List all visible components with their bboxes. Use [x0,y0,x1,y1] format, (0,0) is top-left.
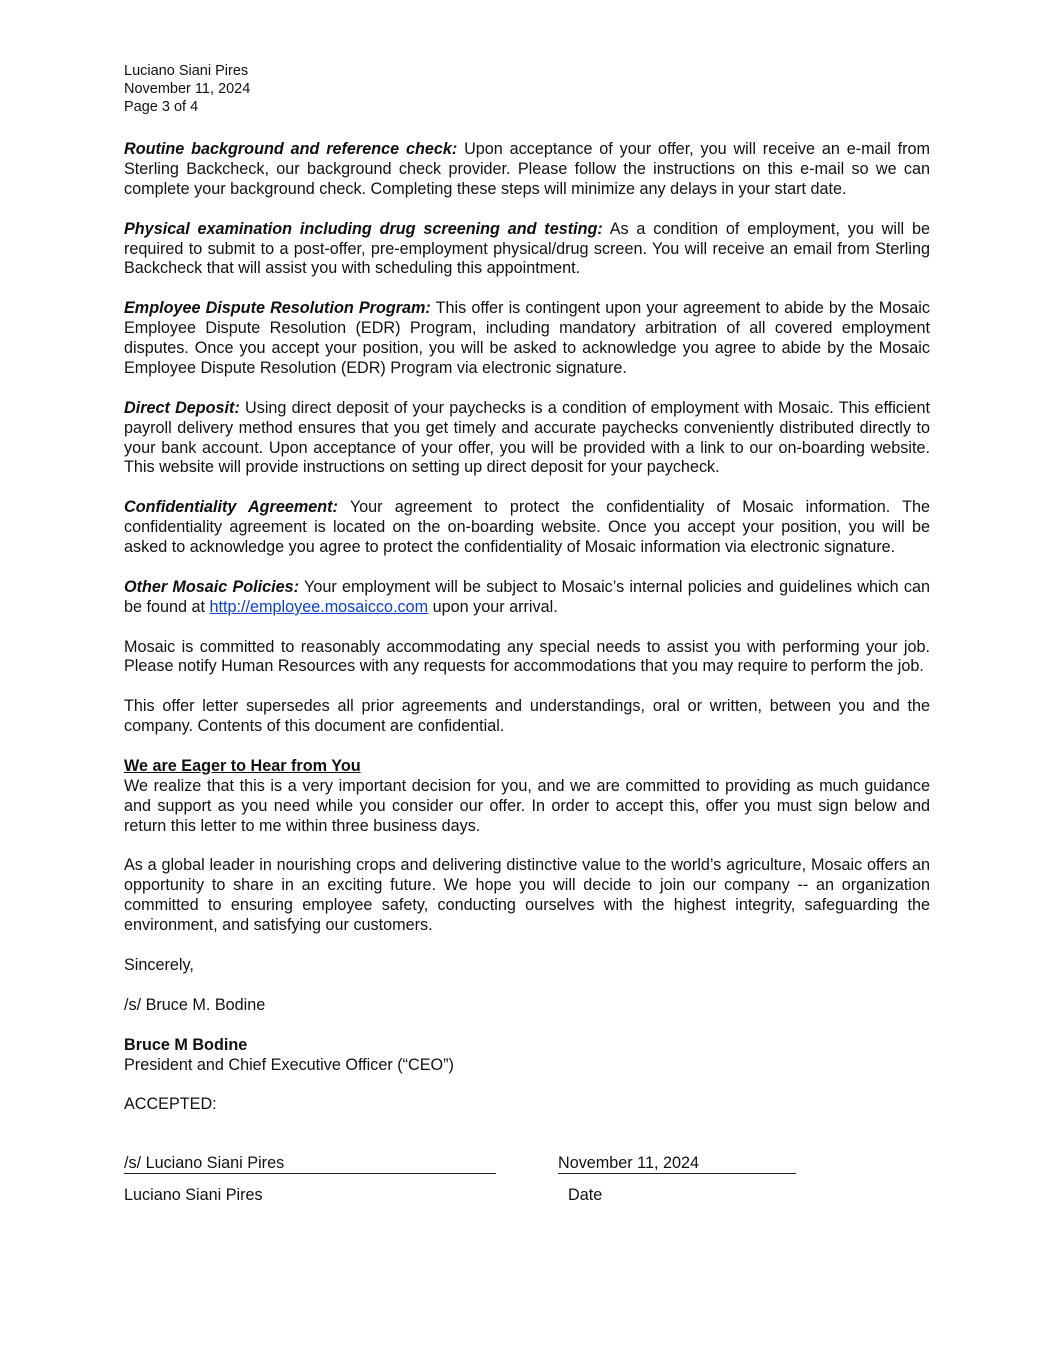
acceptance-date-line: November 11, 2024 [558,1153,796,1174]
acceptance-labels-row [124,1185,930,1207]
acceptance-signature-row [124,1153,930,1175]
acceptance-date-label: Date [568,1186,603,1205]
section-text: Your agreement to protect the confidentiality of Mosaic information. The confidentiality agreement is located on the on-boarding website. Once you accept your position, you will be asked to acknowledge you agree to protect the confidentiality of Mosaic information via electronic signature. [124,498,930,557]
section-lead: Employee Dispute Resolution Program: [124,299,431,318]
section-policies [124,578,930,618]
section-physical-exam [124,220,930,280]
signature: /s/ Bruce M. Bodine [124,995,266,1014]
acceptance-signature-line: /s/ Luciano Siani Pires [124,1153,496,1174]
signer-block [124,1036,930,1076]
accommodation-paragraph: Mosaic is committed to reasonably accommodating any special needs to assist you with performing your job. Please notify Human Resources with any requests for accommodations that you may require to perform the job. [124,637,930,676]
section-lead: Confidentiality Agreement: [124,498,338,517]
section-lead: Other Mosaic Policies: [124,577,300,596]
section-lead: Physical examination including drug screening and testing: [124,219,603,238]
section-lead: Routine background and reference check: [124,140,458,158]
section-text: This offer is contingent upon your agreement to abide by the Mosaic Employee Dispute Resolution (EDR) Program, including mandatory arbitration of all covered employment disputes. Once you accept your position, you will be asked to acknowledge you agree to abide by the Mosaic Employee Dispute Resolution (EDR) Program via electronic signature. [124,299,930,377]
section-background-check [124,140,930,200]
employee-site-link[interactable]: http://employee.mosaicco.com [209,597,429,616]
signer-name: Bruce M Bodine [124,1035,248,1054]
header-page-number: Page 3 of 4 [124,99,199,115]
supersedes-paragraph: This offer letter supersedes all prior agreements and understandings, oral or written, between you and the company. Contents of this document are confidential. [124,697,930,736]
section-text: As a condition of employment, you will be required to submit to a post-offer, pre-employment physical/drug screen. You will receive an email from Sterling Backcheck that will assist you with scheduling this appointment. [124,219,930,278]
page-header [124,62,930,116]
acceptance-name-label: Luciano Siani Pires [124,1186,263,1205]
letter-page [124,62,930,1207]
section-direct-deposit [124,399,930,479]
section-text: Your employment will be subject to Mosaic’s internal policies and guidelines which can be found at [124,577,930,616]
eager-paragraph: We realize that this is a very important decision for you, and we are committed to providing as much guidance and support as you need while you consider our offer. In order to accept this, offer you must sign below and return this letter to me within three business days. [124,776,930,835]
section-text: Upon acceptance of your offer, you will receive an e-mail from Sterling Backcheck, our background check provider. Please follow the instructions on this e-mail so we can complete your background check. Completing these steps will minimize any delays in your start date. [124,140,930,198]
eager-heading: We are Eager to Hear from You [124,756,361,775]
closing: Sincerely, [124,956,194,974]
header-date: November 11, 2024 [124,81,251,97]
leader-paragraph: As a global leader in nourishing crops and delivering distinctive value to the world’s agriculture, Mosaic offers an opportunity to share in an exciting future. We hope you will decide to join our company -- an organization committed to ensuring employee safety, conducting ourselves with the highest integrity, safeguarding the environment, and satisfying our customers. [124,856,930,935]
section-text: Using direct deposit of your paychecks is a condition of employment with Mosaic. This efficient payroll delivery method ensures that you get timely and accurate paychecks conveniently distributed directly to your bank account. Upon acceptance of your offer, you will be provided with a link to our on-boarding website. This website will provide instructions on setting up direct deposit for your paycheck. [124,398,930,477]
signer-title: President and Chief Executive Officer (“CEO”) [124,1055,454,1074]
header-name: Luciano Siani Pires [124,63,249,79]
section-text: upon your arrival. [428,597,558,616]
section-confidentiality [124,498,930,558]
section-dispute-resolution [124,299,930,379]
accepted-label: ACCEPTED: [124,1095,217,1114]
section-lead: Direct Deposit: [124,398,240,417]
